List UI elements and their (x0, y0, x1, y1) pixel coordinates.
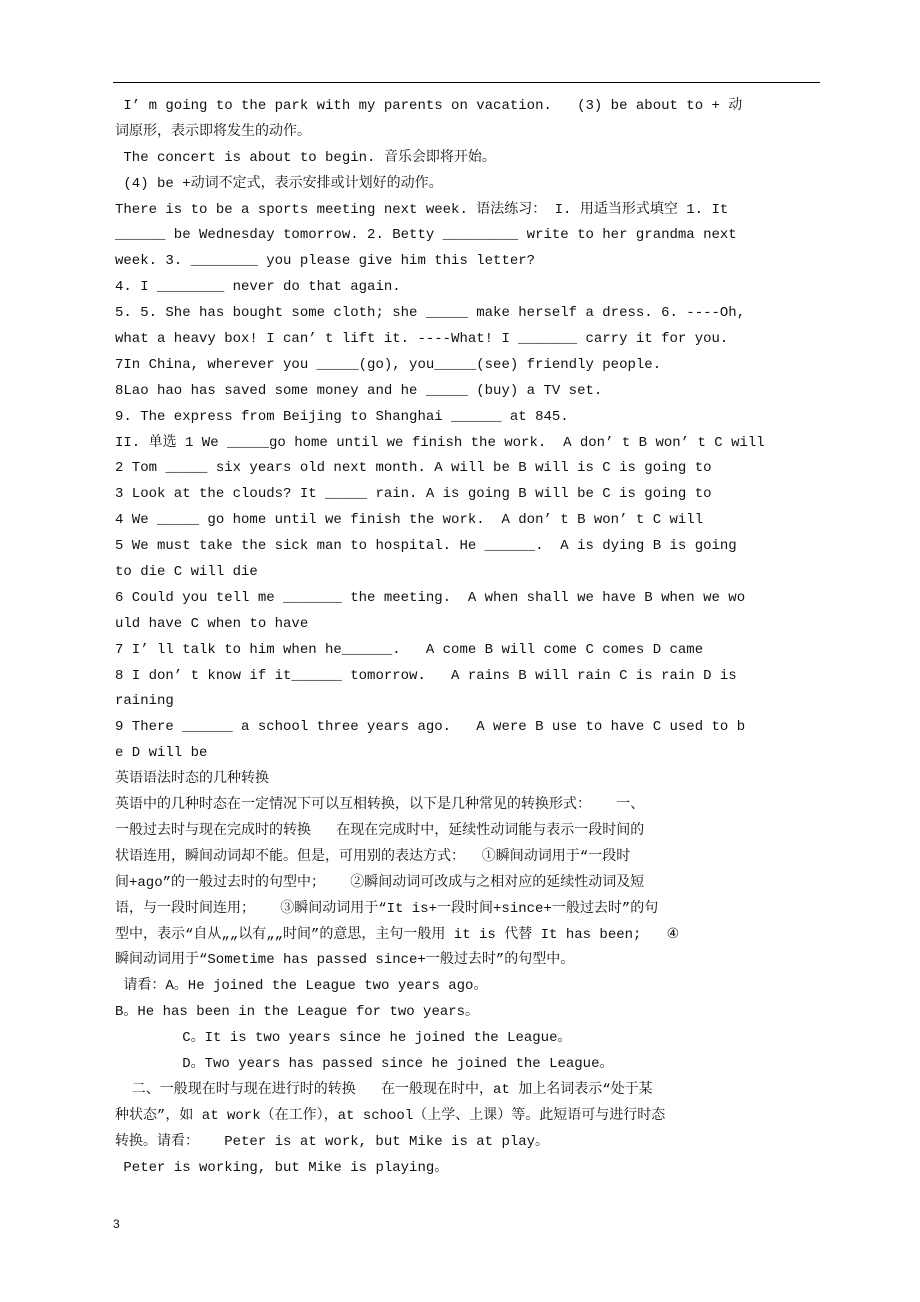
text-line: D。Two years has passed since he joined the League。 (115, 1055, 614, 1072)
text-line: There is to be a sports meeting next week. 语法练习： I. 用适当形式填空 1. It (115, 201, 729, 218)
text-line: 语，与一段时间连用； ③瞬间动词用于“It is+一段时间+since+一般过去时”的句 (115, 900, 659, 917)
text-line: 瞬间动词用于“Sometime has passed since+一般过去时”的句型中。 (115, 952, 575, 969)
text-line: e D will be (115, 745, 208, 762)
text-line: 8Lao hao has saved some money and he _____ (buy) a TV set. (115, 382, 603, 399)
text-line: 7In China, wherever you _____(go), you_____(see) friendly people. (115, 356, 662, 373)
text-line: 状语连用，瞬间动词却不能。但是，可用别的表达方式： ①瞬间动词用于“一段时 (115, 848, 631, 865)
text-line: raining (115, 693, 174, 710)
text-line: 词原形，表示即将发生的动作。 (115, 123, 311, 140)
text-line: 英语语法时态的几种转换 (115, 771, 269, 788)
text-line: C。It is two years since he joined the League。 (115, 1030, 572, 1047)
text-line: 一般过去时与现在完成时的转换 在现在完成时中，延续性动词能与表示一段时间的 (115, 822, 645, 839)
text-line: 7 I’ ll talk to him when he______. A come B will come C comes D came (115, 641, 704, 658)
text-line: 型中，表示“自从„„以有„„时间”的意思，主句一般用 it is 代替 It has been; ④ (115, 926, 680, 943)
document-body (115, 94, 835, 1181)
text-line: 4 We _____ go home until we finish the work. A don’ t B won’ t C will (115, 512, 704, 529)
text-line: II. 单选 1 We _____go home until we finish the work. A don’ t B won’ t C will (115, 434, 765, 451)
text-line: Peter is working, but Mike is playing。 (115, 1159, 449, 1176)
text-line: The concert is about to begin. 音乐会即将开始。 (115, 149, 496, 166)
text-line: uld have C when to have (115, 615, 309, 632)
text-line: 英语中的几种时态在一定情况下可以互相转换，以下是几种常见的转换形式： 一、 (115, 797, 645, 814)
text-line: 4. I ________ never do that again. (115, 279, 401, 296)
text-line: 8 I don’ t know if it______ tomorrow. A rains B will rain C is rain D is (115, 667, 737, 684)
text-line: week. 3. ________ you please give him this letter? (115, 253, 536, 270)
text-line: 5. 5. She has bought some cloth; she _____ make herself a dress. 6. ----Oh, (115, 305, 746, 322)
text-line: (4) be +动词不定式，表示安排或计划好的动作。 (115, 175, 443, 192)
text-line: I’ m going to the park with my parents on vacation. (3) be about to + 动 (115, 98, 743, 114)
text-line: ______ be Wednesday tomorrow. 2. Betty _________ write to her grandma next (115, 227, 737, 244)
text-line: 6 Could you tell me _______ the meeting. A when shall we have B when we wo (115, 589, 746, 606)
text-line: 转换。请看： Peter is at work, but Mike is at play。 (115, 1133, 550, 1150)
text-line: B。He has been in the League for two years。 (115, 1004, 480, 1021)
page-number: 3 (113, 1217, 120, 1231)
text-line: 9 There ______ a school three years ago. A were B use to have C used to b (115, 719, 746, 736)
header-rule (113, 82, 820, 83)
text-line: 二、一般现在时与现在进行时的转换 在一般现在时中，at 加上名词表示“处于某 (115, 1081, 653, 1098)
text-line: 间+ago”的一般过去时的句型中； ②瞬间动词可改成与之相对应的延续性动词及短 (115, 874, 645, 891)
text-line: 5 We must take the sick man to hospital. He ______. A is dying B is going (115, 538, 737, 555)
text-line: 9. The express from Beijing to Shanghai ______ at 845. (115, 408, 569, 425)
text-line: what a heavy box! I can’ t lift it. ----What! I _______ carry it for you. (115, 331, 729, 348)
text-line: to die C will die (115, 564, 258, 581)
text-line: 3 Look at the clouds? It _____ rain. A is going B will be C is going to (115, 486, 712, 503)
text-line: 请看：A。He joined the League two years ago。 (115, 978, 488, 995)
text-line: 2 Tom _____ six years old next month. A will be B will is C is going to (115, 460, 712, 477)
text-line: 种状态”，如 at work（在工作），at school（上学、上课）等。此短语可与进行时态 (115, 1107, 666, 1124)
